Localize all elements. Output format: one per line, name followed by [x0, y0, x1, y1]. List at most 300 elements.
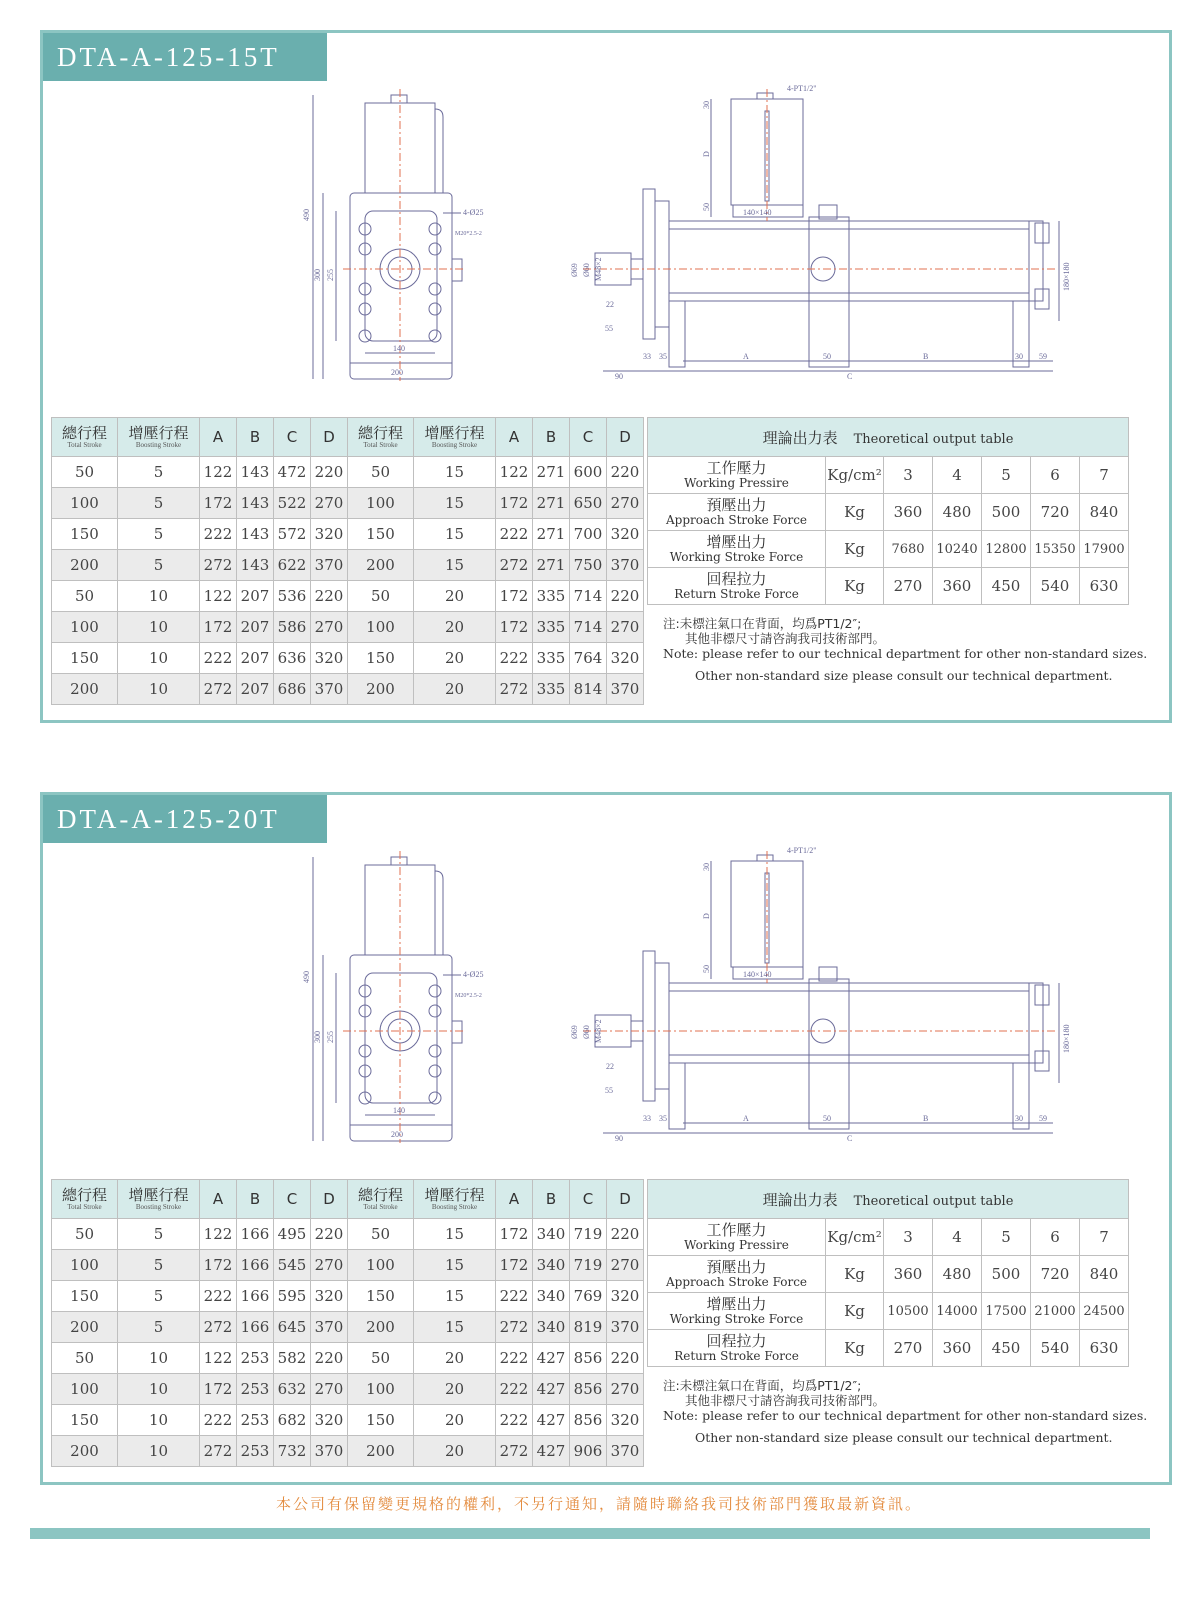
table-cell: 150	[52, 519, 118, 550]
table-row	[52, 1219, 644, 1250]
spec-table	[51, 1179, 644, 1467]
dim-255: 255	[326, 1031, 335, 1043]
table-cell: 200	[52, 674, 118, 705]
dim-255: 255	[326, 269, 335, 281]
table-cell: 100	[348, 1250, 414, 1281]
note	[663, 616, 1163, 683]
output-label: 工作壓力 Working Pressire	[648, 457, 826, 494]
table-cell: 272	[200, 1436, 237, 1467]
table-cell: 572	[274, 519, 311, 550]
output-unit: Kg	[826, 568, 884, 605]
table-cell: 15	[414, 457, 496, 488]
table-cell: 370	[607, 674, 644, 705]
table-cell: 906	[570, 1436, 607, 1467]
table-cell: 20	[414, 1405, 496, 1436]
table-cell: 764	[570, 643, 607, 674]
table-cell: 270	[311, 1250, 348, 1281]
table-cell: 172	[496, 1219, 533, 1250]
dim-box: 140×140	[743, 970, 772, 979]
output-value: 10240	[933, 531, 982, 568]
table-cell: 20	[414, 643, 496, 674]
product-panel	[40, 792, 1172, 1485]
table-cell: 200	[52, 550, 118, 581]
dim-d55: 55	[605, 324, 613, 333]
table-cell: 272	[496, 550, 533, 581]
output-value: 6	[1031, 457, 1080, 494]
table-cell: 100	[348, 1374, 414, 1405]
dim-d22: 22	[606, 1062, 614, 1071]
table-cell: 719	[570, 1219, 607, 1250]
output-table-title: 理論出力表 Theoretical output table	[648, 418, 1129, 457]
table-row	[52, 1312, 644, 1343]
note-line: Note: please refer to our technical department for other non-standard sizes.	[663, 1408, 1148, 1423]
note-line: 其他非標尺寸請咨詢我司技術部門。	[685, 1393, 886, 1408]
table-row	[52, 1250, 644, 1281]
table-cell: 15	[414, 519, 496, 550]
table-cell: 320	[607, 519, 644, 550]
output-label: 預壓出力 Approach Stroke Force	[648, 494, 826, 531]
output-row	[648, 457, 1129, 494]
table-cell: 5	[118, 1281, 200, 1312]
output-unit: Kg	[826, 1330, 884, 1367]
table-cell: 172	[200, 1250, 237, 1281]
table-cell: 200	[52, 1312, 118, 1343]
table-cell: 50	[348, 581, 414, 612]
output-value: 540	[1031, 1330, 1080, 1367]
table-cell: 5	[118, 519, 200, 550]
output-label: 增壓出力 Working Stroke Force	[648, 531, 826, 568]
dim-d33: 33	[643, 352, 651, 361]
table-cell: 427	[533, 1343, 570, 1374]
output-value: 360	[933, 1330, 982, 1367]
table-cell: 222	[496, 1374, 533, 1405]
spec-table	[51, 417, 644, 705]
technical-drawing	[43, 81, 1169, 411]
table-cell: 270	[311, 1374, 348, 1405]
column-header: 增壓行程 Boosting Stroke	[118, 418, 200, 457]
dim-C: C	[847, 1134, 853, 1143]
table-cell: 150	[348, 643, 414, 674]
table-cell: 150	[348, 519, 414, 550]
dim-d59: 59	[1039, 1114, 1047, 1123]
output-value: 17500	[982, 1293, 1031, 1330]
table-cell: 122	[200, 1219, 237, 1250]
dim-d30: 30	[702, 101, 711, 109]
table-row	[52, 1281, 644, 1312]
table-cell: 320	[311, 519, 348, 550]
table-cell: 50	[348, 457, 414, 488]
dim-thread: M20*2.5-2	[455, 993, 482, 999]
table-cell: 370	[311, 674, 348, 705]
table-cell: 220	[311, 1343, 348, 1374]
table-cell: 172	[496, 488, 533, 519]
table-row	[52, 1343, 644, 1374]
table-cell: 220	[607, 1343, 644, 1374]
table-cell: 335	[533, 674, 570, 705]
table-cell: 427	[533, 1374, 570, 1405]
table-cell: 5	[118, 488, 200, 519]
table-cell: 769	[570, 1281, 607, 1312]
table-cell: 50	[348, 1343, 414, 1374]
table-cell: 5	[118, 550, 200, 581]
output-label: 預壓出力 Approach Stroke Force	[648, 1256, 826, 1293]
dim-d30b: 30	[1015, 1114, 1023, 1123]
output-row	[648, 1330, 1129, 1367]
table-cell: 320	[607, 1281, 644, 1312]
column-header: C	[274, 418, 311, 457]
output-unit: Kg	[826, 494, 884, 531]
table-cell: 50	[348, 1219, 414, 1250]
output-value: 12800	[982, 531, 1031, 568]
output-value: 3	[884, 457, 933, 494]
table-cell: 686	[274, 674, 311, 705]
table-cell: 370	[607, 1436, 644, 1467]
dim-B: B	[923, 352, 929, 361]
output-value: 7	[1080, 1219, 1129, 1256]
table-cell: 595	[274, 1281, 311, 1312]
dim-200: 200	[391, 368, 403, 377]
table-cell: 272	[200, 550, 237, 581]
column-header: B	[237, 1180, 274, 1219]
output-value: 21000	[1031, 1293, 1080, 1330]
table-cell: 270	[607, 612, 644, 643]
dim-300: 300	[313, 269, 322, 281]
column-header: 總行程 Total Stroke	[52, 1180, 118, 1219]
table-cell: 636	[274, 643, 311, 674]
table-cell: 15	[414, 1312, 496, 1343]
output-value: 500	[982, 494, 1031, 531]
output-unit: Kg/cm²	[826, 457, 884, 494]
dim-holes: 4-Ø25	[463, 208, 484, 217]
table-cell: 320	[311, 1281, 348, 1312]
output-unit: Kg	[826, 1256, 884, 1293]
table-cell: 100	[52, 1374, 118, 1405]
table-cell: 220	[311, 457, 348, 488]
column-header: A	[496, 1180, 533, 1219]
table-row	[52, 643, 644, 674]
table-cell: 10	[118, 1405, 200, 1436]
table-cell: 122	[200, 1343, 237, 1374]
table-cell: 207	[237, 674, 274, 705]
table-cell: 222	[200, 643, 237, 674]
output-table	[647, 417, 1129, 605]
output-value: 6	[1031, 1219, 1080, 1256]
dim-thread: M20*2.5-2	[455, 231, 482, 237]
table-cell: 370	[311, 1436, 348, 1467]
output-row	[648, 1219, 1129, 1256]
dim-D: D	[702, 913, 711, 919]
table-cell: 207	[237, 643, 274, 674]
table-cell: 545	[274, 1250, 311, 1281]
table-cell: 172	[200, 1374, 237, 1405]
table-cell: 200	[52, 1436, 118, 1467]
dim-d30: 30	[702, 863, 711, 871]
column-header: A	[200, 418, 237, 457]
table-cell: 100	[52, 612, 118, 643]
note	[663, 1378, 1163, 1445]
dim-d50: 50	[702, 965, 711, 973]
table-cell: 15	[414, 488, 496, 519]
table-cell: 150	[52, 1405, 118, 1436]
output-value: 450	[982, 1330, 1031, 1367]
output-value: 630	[1080, 568, 1129, 605]
table-cell: 272	[200, 1312, 237, 1343]
dim-200: 200	[391, 1130, 403, 1139]
table-cell: 222	[200, 519, 237, 550]
dim-m48: M48×2	[594, 257, 603, 281]
table-cell: 100	[348, 488, 414, 519]
table-cell: 15	[414, 550, 496, 581]
dim-d90: 90	[615, 1134, 623, 1143]
footer-bar	[30, 1528, 1150, 1539]
table-cell: 340	[533, 1312, 570, 1343]
table-cell: 172	[200, 612, 237, 643]
table-cell: 10	[118, 643, 200, 674]
column-header: A	[496, 418, 533, 457]
column-header: 總行程 Total Stroke	[52, 418, 118, 457]
table-cell: 750	[570, 550, 607, 581]
dim-300: 300	[313, 1031, 322, 1043]
table-cell: 271	[533, 550, 570, 581]
output-value: 840	[1080, 494, 1129, 531]
table-row	[52, 1405, 644, 1436]
table-cell: 714	[570, 612, 607, 643]
table-cell: 10	[118, 1343, 200, 1374]
table-cell: 650	[570, 488, 607, 519]
dim-port: 4-PT1/2"	[787, 846, 817, 855]
dim-box: 140×140	[743, 208, 772, 217]
table-cell: 427	[533, 1436, 570, 1467]
table-cell: 814	[570, 674, 607, 705]
table-cell: 172	[496, 612, 533, 643]
table-cell: 427	[533, 1405, 570, 1436]
dim-d59: 59	[1039, 352, 1047, 361]
table-cell: 20	[414, 1436, 496, 1467]
table-cell: 340	[533, 1250, 570, 1281]
table-cell: 50	[52, 1343, 118, 1374]
table-row	[52, 1374, 644, 1405]
table-cell: 271	[533, 488, 570, 519]
output-value: 540	[1031, 568, 1080, 605]
table-cell: 370	[311, 550, 348, 581]
dim-d55: 55	[605, 1086, 613, 1095]
table-cell: 270	[607, 1374, 644, 1405]
table-cell: 15	[414, 1250, 496, 1281]
table-cell: 682	[274, 1405, 311, 1436]
output-table-title: 理論出力表 Theoretical output table	[648, 1180, 1129, 1219]
table-cell: 200	[348, 674, 414, 705]
output-value: 3	[884, 1219, 933, 1256]
table-cell: 207	[237, 581, 274, 612]
table-cell: 856	[570, 1405, 607, 1436]
table-cell: 370	[311, 1312, 348, 1343]
table-cell: 732	[274, 1436, 311, 1467]
table-cell: 253	[237, 1405, 274, 1436]
table-cell: 15	[414, 1219, 496, 1250]
table-cell: 582	[274, 1343, 311, 1374]
note-line: 注:未標注氣口在背面，均爲PT1/2″;	[663, 616, 862, 631]
table-cell: 5	[118, 1219, 200, 1250]
table-cell: 270	[607, 488, 644, 519]
table-cell: 172	[200, 488, 237, 519]
dim-d22: 22	[606, 300, 614, 309]
table-cell: 340	[533, 1219, 570, 1250]
table-cell: 222	[496, 1405, 533, 1436]
dim-dia69: Ø69	[570, 1025, 579, 1039]
table-cell: 150	[52, 1281, 118, 1312]
dim-D: D	[702, 151, 711, 157]
dim-holes: 4-Ø25	[463, 970, 484, 979]
table-cell: 207	[237, 612, 274, 643]
table-cell: 270	[311, 488, 348, 519]
table-cell: 166	[237, 1281, 274, 1312]
table-cell: 122	[200, 457, 237, 488]
table-cell: 320	[311, 643, 348, 674]
table-cell: 122	[496, 457, 533, 488]
output-value: 10500	[884, 1293, 933, 1330]
table-cell: 270	[607, 1250, 644, 1281]
output-row	[648, 531, 1129, 568]
output-value: 5	[982, 1219, 1031, 1256]
output-value: 720	[1031, 1256, 1080, 1293]
column-header: C	[570, 418, 607, 457]
table-cell: 335	[533, 581, 570, 612]
table-cell: 335	[533, 643, 570, 674]
footer-disclaimer: 本公司有保留變更規格的權利，不另行通知，請隨時聯絡我司技術部門獲取最新資訊。	[275, 1495, 922, 1513]
table-cell: 719	[570, 1250, 607, 1281]
table-cell: 272	[496, 674, 533, 705]
table-cell: 220	[607, 1219, 644, 1250]
output-value: 840	[1080, 1256, 1129, 1293]
table-cell: 370	[607, 1312, 644, 1343]
table-cell: 10	[118, 1436, 200, 1467]
column-header: C	[570, 1180, 607, 1219]
dim-B: B	[923, 1114, 929, 1123]
table-cell: 122	[200, 581, 237, 612]
table-cell: 166	[237, 1250, 274, 1281]
note-line: Other non-standard size please consult our technical department.	[695, 1430, 1113, 1445]
product-panel	[40, 30, 1172, 723]
front-view	[313, 95, 462, 379]
table-cell: 270	[311, 612, 348, 643]
technical-drawing	[43, 843, 1169, 1173]
table-cell: 253	[237, 1436, 274, 1467]
table-row	[52, 550, 644, 581]
column-header: 增壓行程 Boosting Stroke	[118, 1180, 200, 1219]
dim-140: 140	[393, 1106, 405, 1115]
table-cell: 714	[570, 581, 607, 612]
table-cell: 150	[348, 1281, 414, 1312]
column-header: D	[607, 418, 644, 457]
table-cell: 253	[237, 1374, 274, 1405]
table-cell: 100	[52, 488, 118, 519]
output-label: 工作壓力 Working Pressire	[648, 1219, 826, 1256]
table-cell: 495	[274, 1219, 311, 1250]
table-cell: 143	[237, 457, 274, 488]
table-row	[52, 612, 644, 643]
output-row	[648, 1256, 1129, 1293]
table-cell: 220	[311, 581, 348, 612]
output-value: 630	[1080, 1330, 1129, 1367]
output-value: 17900	[1080, 531, 1129, 568]
table-cell: 272	[496, 1312, 533, 1343]
output-value: 360	[884, 1256, 933, 1293]
table-cell: 320	[607, 643, 644, 674]
table-row	[52, 519, 644, 550]
table-cell: 5	[118, 457, 200, 488]
table-row	[52, 488, 644, 519]
table-cell: 20	[414, 1374, 496, 1405]
dim-490: 490	[302, 209, 311, 221]
dim-490: 490	[302, 971, 311, 983]
table-cell: 819	[570, 1312, 607, 1343]
output-value: 270	[884, 1330, 933, 1367]
table-cell: 320	[607, 1405, 644, 1436]
table-cell: 472	[274, 457, 311, 488]
dim-d35: 35	[659, 1114, 667, 1123]
column-header: 增壓行程 Boosting Stroke	[414, 1180, 496, 1219]
table-cell: 320	[311, 1405, 348, 1436]
table-cell: 522	[274, 488, 311, 519]
table-cell: 10	[118, 612, 200, 643]
table-cell: 222	[496, 519, 533, 550]
dim-sq: 180×180	[1062, 1024, 1071, 1053]
dim-d90: 90	[615, 372, 623, 381]
output-value: 4	[933, 1219, 982, 1256]
dim-dia69: Ø69	[570, 263, 579, 277]
output-value: 14000	[933, 1293, 982, 1330]
table-cell: 5	[118, 1250, 200, 1281]
table-cell: 271	[533, 457, 570, 488]
table-cell: 10	[118, 581, 200, 612]
dim-d50b: 50	[823, 1114, 831, 1123]
table-cell: 335	[533, 612, 570, 643]
output-label: 增壓出力 Working Stroke Force	[648, 1293, 826, 1330]
table-cell: 632	[274, 1374, 311, 1405]
table-cell: 143	[237, 550, 274, 581]
output-value: 5	[982, 457, 1031, 494]
dim-d33: 33	[643, 1114, 651, 1123]
table-cell: 340	[533, 1281, 570, 1312]
dim-d50: 50	[702, 203, 711, 211]
table-cell: 622	[274, 550, 311, 581]
table-cell: 222	[200, 1405, 237, 1436]
table-cell: 200	[348, 550, 414, 581]
column-header: D	[607, 1180, 644, 1219]
output-label: 回程拉力 Return Stroke Force	[648, 568, 826, 605]
column-header: 增壓行程 Boosting Stroke	[414, 418, 496, 457]
column-header: A	[200, 1180, 237, 1219]
table-cell: 143	[237, 519, 274, 550]
column-header: D	[311, 1180, 348, 1219]
table-cell: 856	[570, 1343, 607, 1374]
output-value: 480	[933, 1256, 982, 1293]
table-cell: 586	[274, 612, 311, 643]
output-value: 500	[982, 1256, 1031, 1293]
table-cell: 50	[52, 457, 118, 488]
table-row	[52, 457, 644, 488]
output-value: 360	[884, 494, 933, 531]
table-cell: 253	[237, 1343, 274, 1374]
dim-m48: M48×2	[594, 1019, 603, 1043]
output-value: 450	[982, 568, 1031, 605]
front-view	[313, 857, 462, 1141]
table-cell: 100	[52, 1250, 118, 1281]
column-header: D	[311, 418, 348, 457]
dim-d35: 35	[659, 352, 667, 361]
output-label: 回程拉力 Return Stroke Force	[648, 1330, 826, 1367]
output-value: 720	[1031, 494, 1080, 531]
